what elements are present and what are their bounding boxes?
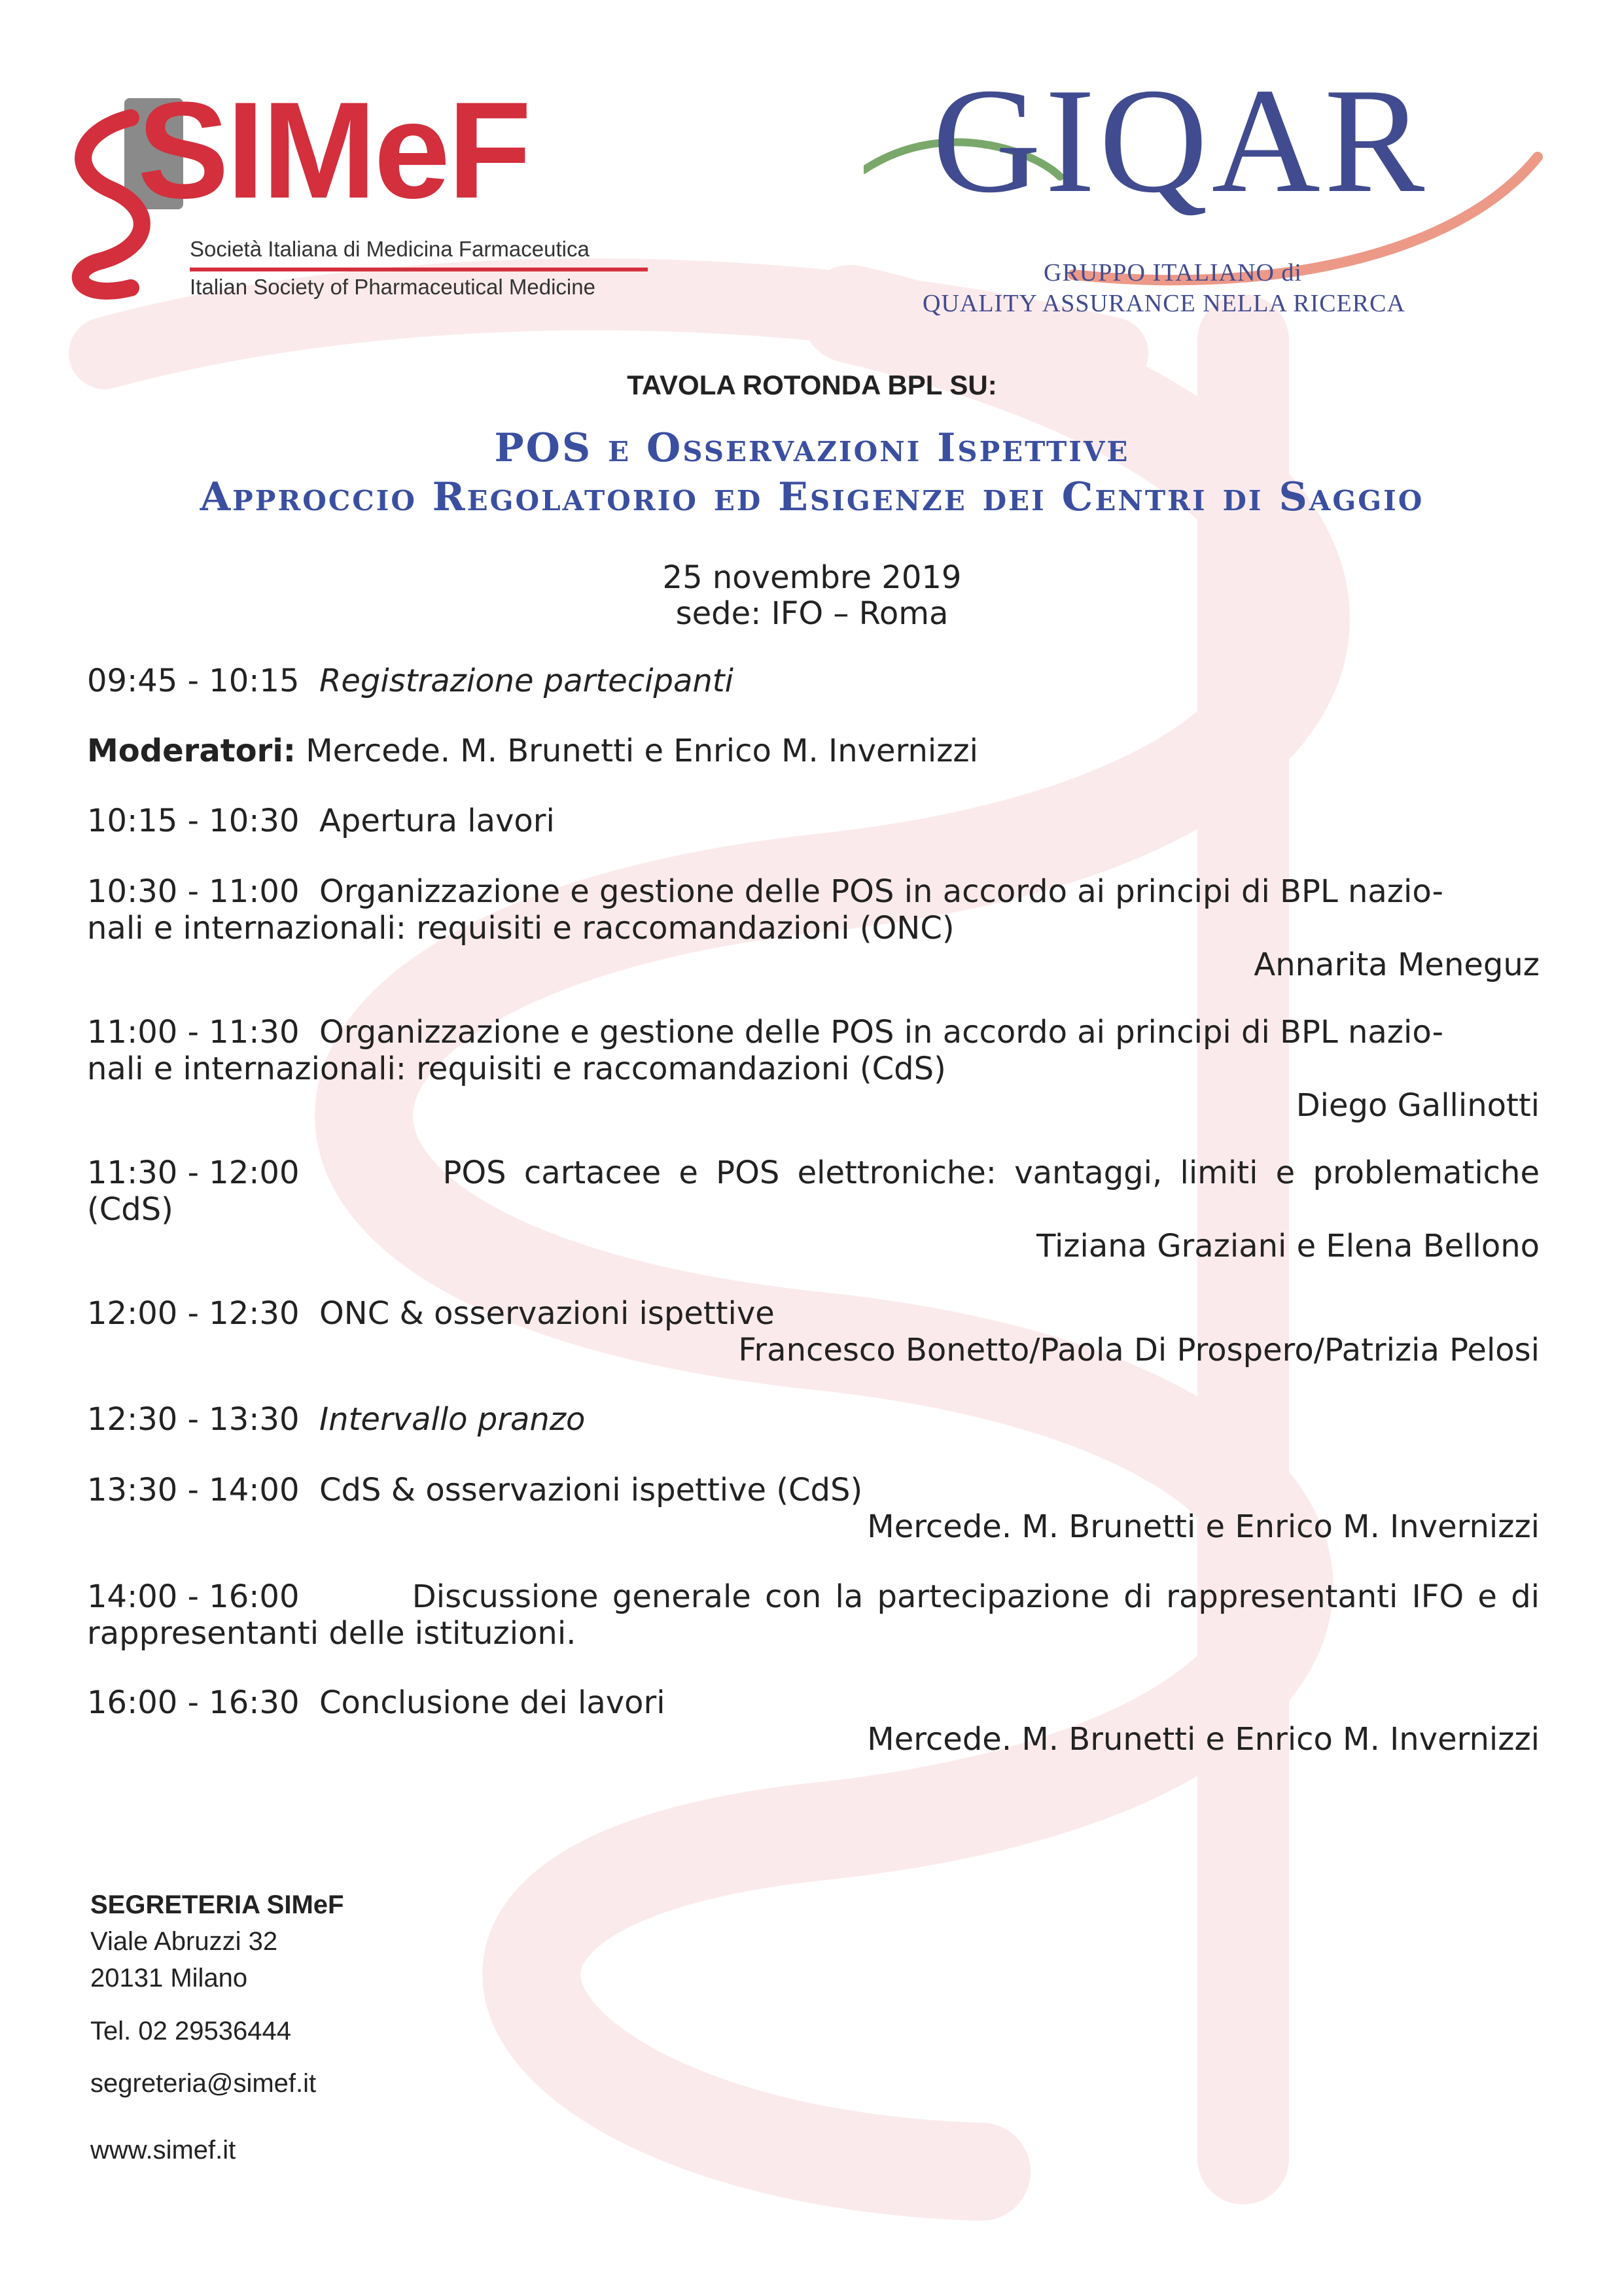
program-item-closing — [87, 1684, 1540, 1758]
time-slot: 12:30 - 13:30 — [87, 1401, 300, 1438]
time-slot: 12:00 - 12:30 — [87, 1295, 300, 1332]
simef-divider — [190, 268, 648, 271]
item-title-line1: POS cartacee e POS elettroniche: vantaggi, limiti e problematiche — [442, 1155, 1540, 1191]
moderators-label: Moderatori: — [87, 733, 296, 769]
time-slot: 10:30 - 11:00 — [87, 873, 300, 910]
time-slot: 13:30 - 14:00 — [87, 1472, 300, 1508]
speaker: Mercede. M. Brunetti e Enrico M. Invernizzi — [867, 1721, 1540, 1758]
item-title-line2: rappresentanti delle istituzioni. — [87, 1615, 576, 1652]
speaker: Diego Gallinotti — [1296, 1087, 1540, 1124]
item-title-line2: nali e internazionali: requisiti e raccomandazioni (ONC) — [87, 910, 955, 947]
item-title-line1: Discussione generale con la partecipazione di rappresentanti IFO e di — [412, 1578, 1540, 1615]
giqar-subtitle-line2: QUALITY ASSURANCE NELLA RICERCA — [923, 290, 1405, 317]
footer-heading: SEGRETERIA SIMeF — [90, 1890, 344, 1919]
program-item-session6 — [87, 1578, 1540, 1652]
event-title-line1: POS e Osservazioni Ispettive — [494, 425, 1130, 471]
event-date: 25 novembre 2019 — [662, 559, 962, 596]
event-kicker: TAVOLA ROTONDA BPL SU: — [627, 370, 997, 400]
speaker: Tiziana Graziani e Elena Bellono — [1036, 1228, 1540, 1264]
footer-city: 20131 Milano — [90, 1964, 248, 1992]
item-title: Apertura lavori — [319, 803, 555, 839]
footer-email[interactable]: segreteria@simef.it — [90, 2069, 317, 2098]
time-slot: 16:00 - 16:30 — [87, 1684, 300, 1721]
simef-subtitle-en: Italian Society of Pharmaceutical Medicine — [190, 275, 595, 299]
program-item-lunch — [87, 1401, 1540, 1438]
time-slot: 14:00 - 16:00 — [87, 1578, 300, 1615]
program-item-session4 — [87, 1295, 1540, 1368]
time-slot: 10:15 - 10:30 — [87, 803, 300, 839]
simef-subtitle-it: Società Italiana di Medicina Farmaceutica — [190, 237, 590, 261]
item-title: Intervallo pranzo — [319, 1401, 586, 1438]
program-item-session2 — [87, 1014, 1540, 1124]
footer-website[interactable]: www.simef.it — [90, 2136, 236, 2165]
item-title-line2: (CdS) — [87, 1191, 173, 1228]
simef-wordmark: SIMeF — [137, 73, 529, 227]
giqar-wordmark: GIQAR — [932, 57, 1429, 224]
event-venue: sede: IFO – Roma — [675, 595, 949, 632]
event-title-line2: Approccio Regolatorio ed Esigenze dei Centri di Saggio — [200, 474, 1424, 520]
item-title-line1: Organizzazione e gestione delle POS in accordo ai principi di BPL nazio- — [319, 1014, 1443, 1051]
item-title: ONC & osservazioni ispettive — [319, 1295, 775, 1332]
time-slot: 11:00 - 11:30 — [87, 1014, 300, 1051]
footer-phone: Tel. 02 29536444 — [90, 2017, 291, 2045]
time-slot: 09:45 - 10:15 — [87, 663, 300, 699]
footer-street: Viale Abruzzi 32 — [90, 1927, 278, 1956]
speaker: Francesco Bonetto/Paola Di Prospero/Patrizia Pelosi — [738, 1332, 1540, 1368]
speaker: Mercede. M. Brunetti e Enrico M. Invernizzi — [867, 1508, 1540, 1545]
program-item-registration — [87, 663, 1540, 699]
program-item-session5 — [87, 1472, 1540, 1545]
giqar-subtitle-line1: GRUPPO ITALIANO di — [1044, 259, 1302, 287]
program-item-opening — [87, 803, 1540, 839]
item-title-line2: nali e internazionali: requisiti e raccomandazioni (CdS) — [87, 1051, 946, 1087]
moderators-line — [87, 733, 1540, 769]
item-title-line1: Organizzazione e gestione delle POS in accordo ai principi di BPL nazio- — [319, 873, 1443, 910]
time-slot: 11:30 - 12:00 — [87, 1155, 300, 1191]
speaker: Annarita Meneguz — [1254, 947, 1540, 983]
item-title: CdS & osservazioni ispettive (CdS) — [319, 1472, 863, 1508]
program-item-session3 — [87, 1155, 1540, 1264]
moderators-names: Mercede. M. Brunetti e Enrico M. Invernizzi — [306, 733, 978, 769]
item-title: Registrazione partecipanti — [319, 663, 733, 699]
program-item-session1 — [87, 873, 1540, 983]
item-title: Conclusione dei lavori — [319, 1684, 665, 1721]
